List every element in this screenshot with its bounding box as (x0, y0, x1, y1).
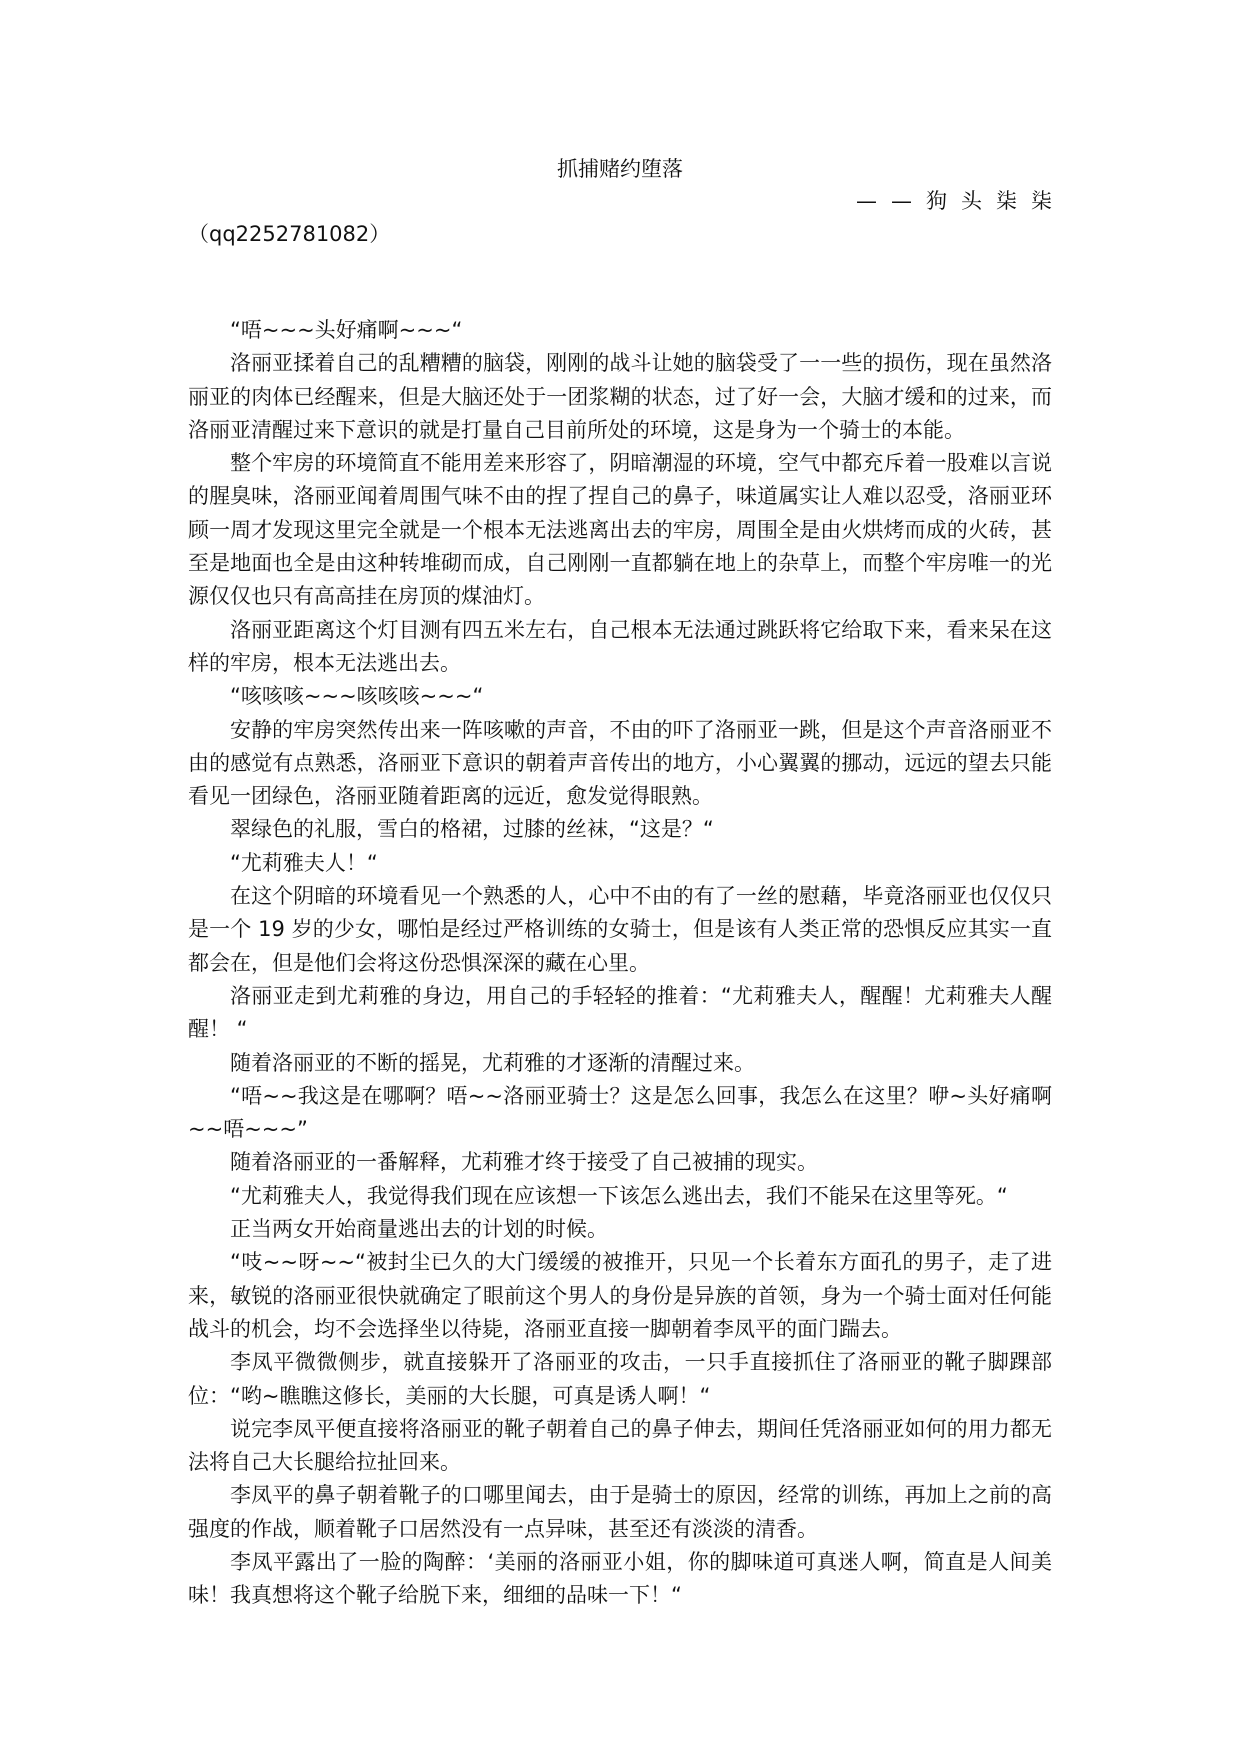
paragraph: 洛丽亚揉着自己的乱糟糟的脑袋，刚刚的战斗让她的脑袋受了一一些的损伤，现在虽然洛丽亚的肉体已经醒来，但是大脑还处于一团浆糊的状态，过了好一会，大脑才缓和的过来，而洛丽亚清醒过来下意识的就是打量自己目前所处的环境，这是身为一个骑士的本能。 (188, 351, 1052, 442)
paragraph: “吱~~呀~~“被封尘已久的大门缓缓的被推开，只见一个长着东方面孔的男子，走了进来，敏锐的洛丽亚很快就确定了眼前这个男人的身份是异族的首领，身为一个骑士面对任何能战斗的机会，均不会选择坐以待毙，洛丽亚直接一脚朝着李凤平的面门踹去。 (188, 1250, 1052, 1341)
document-page (188, 0, 1066, 1754)
paragraph: “咳咳咳~~~咳咳咳~~~“ (230, 684, 484, 709)
paragraph: 随着洛丽亚的不断的摇晃，尤莉雅的才逐渐的清醒过来。 (230, 1050, 755, 1075)
paragraph: 洛丽亚距离这个灯目测有四五米左右，自己根本无法通过跳跃将它给取下来，看来呆在这样的牢房，根本无法逃出去。 (188, 617, 1052, 675)
paragraph: 李凤平露出了一脸的陶醉：‘美丽的洛丽亚小姐，你的脚味道可真迷人啊，简直是人间美味！我真想将这个靴子给脱下来，细细的品味一下！“ (188, 1549, 1052, 1608)
author-line: ——狗头柒柒 (856, 189, 1066, 213)
document-body (188, 314, 1052, 1613)
paragraph: 随着洛丽亚的一番解释，尤莉雅才终于接受了自己被捕的现实。 (230, 1150, 818, 1175)
paragraph: “唔~~我这是在哪啊？唔~~洛丽亚骑士？这是怎么回事，我怎么在这里？咿~头好痛啊~~唔~~~” (188, 1083, 1052, 1142)
paragraph: 正当两女开始商量逃出去的计划的时候。 (230, 1217, 608, 1242)
paragraph: 在这个阴暗的环境看见一个熟悉的人，心中不由的有了一丝的慰藉，毕竟洛丽亚也仅仅只是一个 19 岁的少女，哪怕是经过严格训练的女骑士，但是该有人类正常的恐惧反应其实一直都会在，但是他们会将这份恐惧深深的藏在心里。 (188, 884, 1052, 975)
paragraph: 说完李凤平便直接将洛丽亚的靴子朝着自己的鼻子伸去，期间任凭洛丽亚如何的用力都无法将自己大长腿给拉扯回来。 (188, 1416, 1052, 1475)
paragraph: “尤莉雅夫人！“ (230, 850, 378, 875)
paragraph: 安静的牢房突然传出来一阵咳嗽的声音，不由的吓了洛丽亚一跳，但是这个声音洛丽亚不由的感觉有点熟悉，洛丽亚下意识的朝着声音传出的地方，小心翼翼的挪动，远远的望去只能看见一团绿色，洛丽亚随着距离的远近，愈发觉得眼熟。 (188, 717, 1052, 809)
paragraph: “尤莉雅夫人，我觉得我们现在应该想一下该怎么逃出去，我们不能呆在这里等死。“ (230, 1183, 1008, 1208)
paragraph: 翠绿色的礼服，雪白的格裙，过膝的丝袜，“这是？“ (230, 817, 714, 842)
paragraph: 李凤平微微侧步，就直接躲开了洛丽亚的攻击，一只手直接抓住了洛丽亚的靴子脚踝部位：“哟~瞧瞧这修长，美丽的大长腿，可真是诱人啊！“ (188, 1350, 1052, 1408)
author-contact: （qq2252781082） (188, 222, 391, 246)
paragraph: 整个牢房的环境简直不能用差来形容了，阴暗潮湿的环境，空气中都充斥着一股难以言说的腥臭味，洛丽亚闻着周围气味不由的捏了捏自己的鼻子，味道属实让人难以忍受，洛丽亚环顾一周才发现这里完全就是一个根本无法逃离出去的牢房，周围全是由火烘烤而成的火砖，甚至是地面也全是由这种转堆砌而成，自己刚刚一直都躺在地上的杂草上，而整个牢房唯一的光源仅仅也只有高高挂在房顶的煤油灯。 (188, 451, 1052, 609)
paragraph: 李凤平的鼻子朝着靴子的口哪里闻去，由于是骑士的原因，经常的训练，再加上之前的高强度的作战，顺着靴子口居然没有一点异味，甚至还有淡淡的清香。 (188, 1483, 1052, 1541)
document-title: 抓捕赌约堕落 (557, 157, 683, 181)
paragraph: “唔~~~头好痛啊~~~“ (230, 318, 463, 342)
paragraph: 洛丽亚走到尤莉雅的身边，用自己的手轻轻的推着：“尤莉雅夫人，醒醒！尤莉雅夫人醒醒！ “ (188, 983, 1052, 1042)
